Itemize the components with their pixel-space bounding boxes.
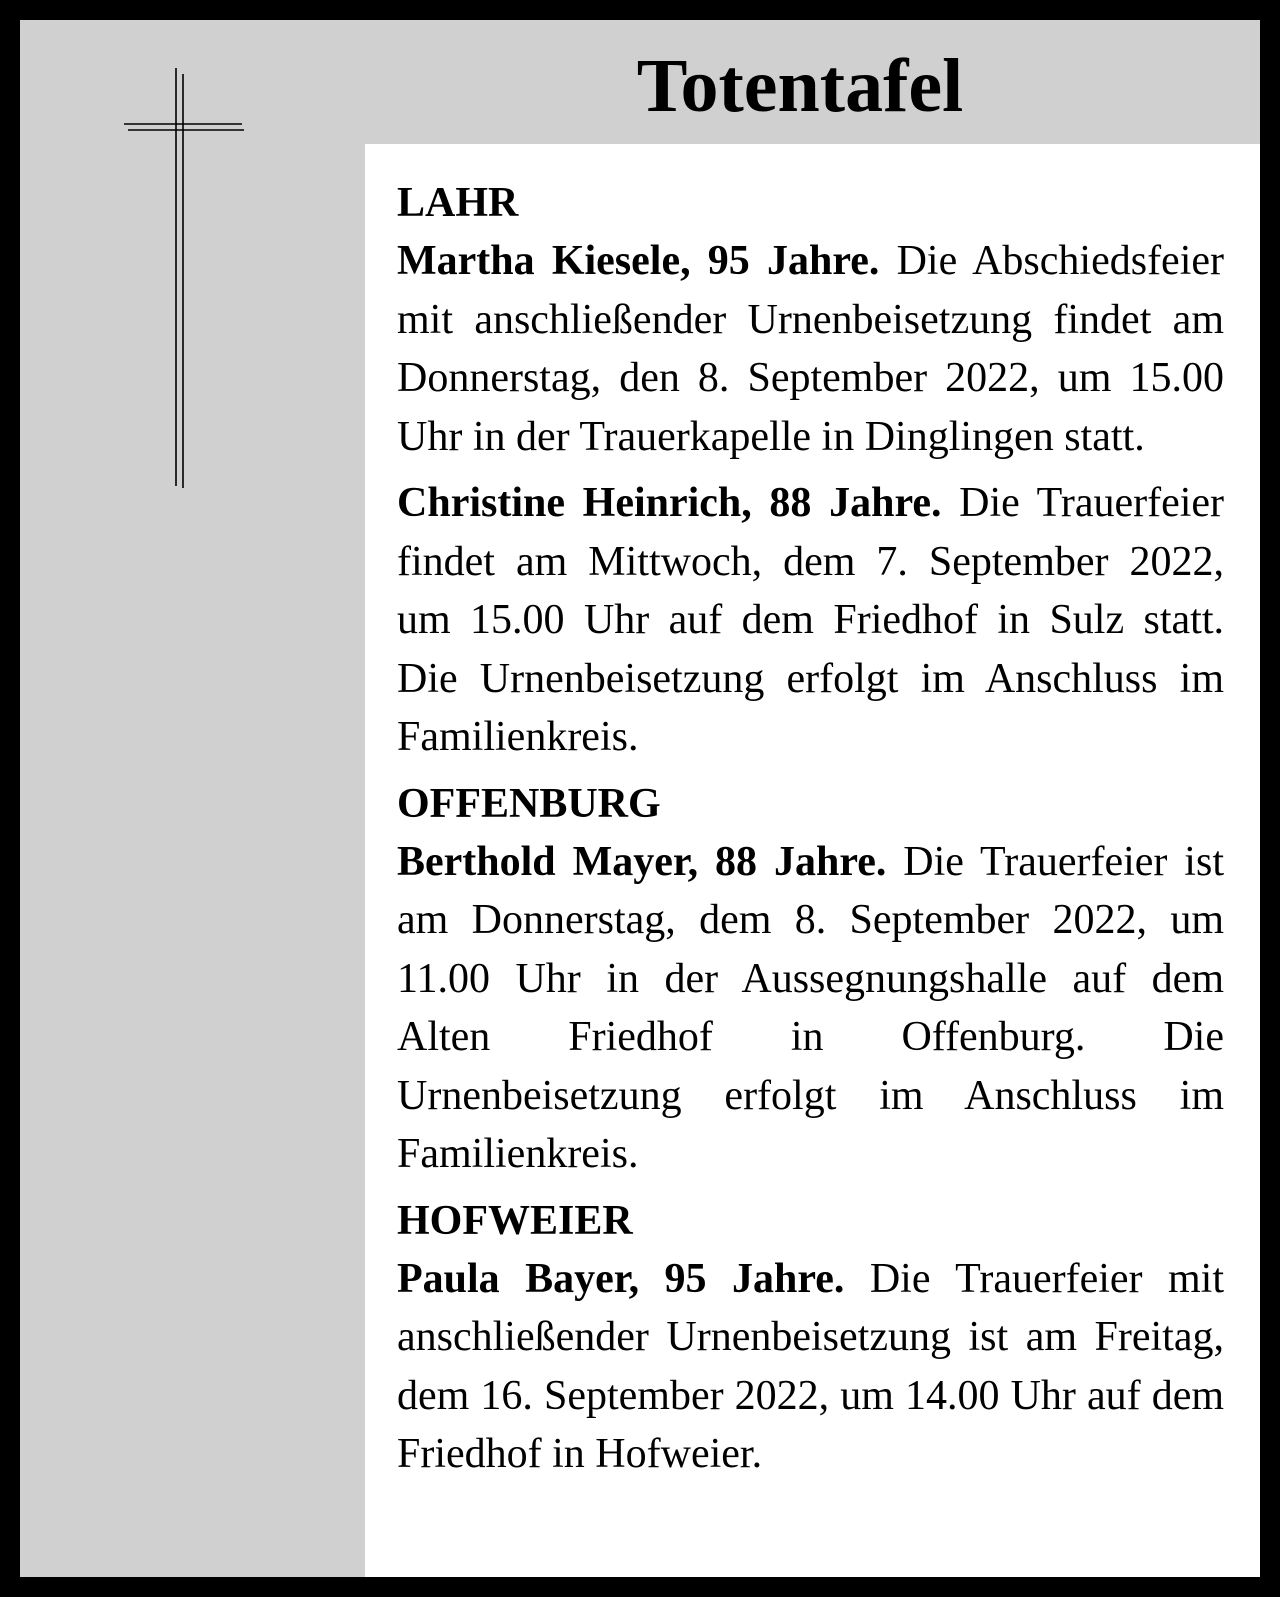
entry-text: Die Trauerfeier mit anschließender Urnenbeisetzung ist am Freitag, dem 16. September 2022, um 14.00 Uhr auf dem Friedhof in Hofweier. [397, 1255, 1225, 1477]
obituary-entry [397, 1250, 1224, 1484]
section-place: HOFWEIER [397, 1197, 633, 1244]
section-hofweier [397, 1192, 1224, 1484]
entry-text: Die Trauerfeier findet am Mittwoch, dem 7. September 2022, um 15.00 Uhr auf dem Friedhof in Sulz statt. Die Urnenbeisetzung erfolgt im Anschluss im Familienkreis. [397, 480, 1225, 760]
section-offenburg [397, 775, 1224, 1184]
obituary-entry [397, 474, 1224, 767]
deceased-name: Martha Kiesele, 95 Jahre. [397, 238, 880, 284]
obituary-list [365, 144, 1260, 1577]
page-title: Totentafel [636, 44, 964, 128]
section-place: LAHR [397, 180, 519, 226]
deceased-name: Paula Bayer, 95 Jahre. [397, 1255, 845, 1302]
obituary-board [20, 20, 1260, 1577]
entry-text: Die Trauerfeier ist am Donnerstag, dem 8. September 2022, um 11.00 Uhr in der Aussegnungshalle auf dem Alten Friedhof in Offenburg. Die Urnenbeisetzung erfolgt im Anschluss im Familienkreis. [397, 838, 1224, 1177]
obituary-entry [397, 232, 1224, 466]
section-lahr [397, 174, 1224, 767]
section-place: OFFENBURG [397, 780, 661, 827]
deceased-name: Berthold Mayer, 88 Jahre. [397, 838, 887, 885]
obituary-entry [397, 833, 1224, 1184]
deceased-name: Christine Heinrich, 88 Jahre. [397, 480, 942, 526]
entry-text: Die Abschiedsfeier mit anschließender Urnenbeisetzung findet am Donnerstag, den 8. September 2022, um 15.00 Uhr in der Trauerkapelle in Dinglingen statt. [397, 238, 1224, 460]
cross-icon [124, 68, 244, 488]
